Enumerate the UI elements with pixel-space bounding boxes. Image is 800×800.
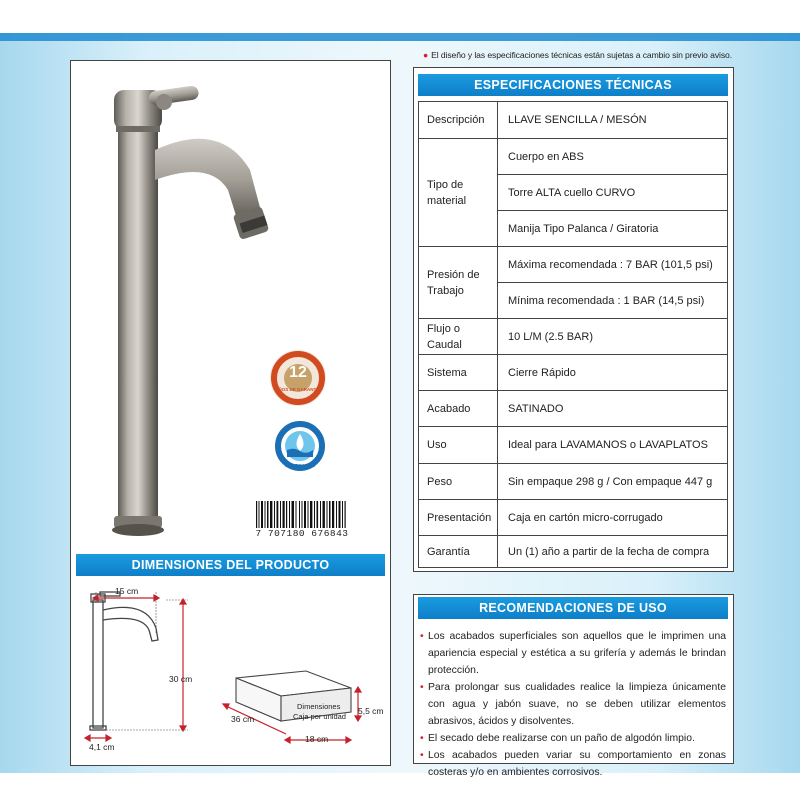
bullet-icon: • — [420, 733, 424, 744]
faucet-width-label: 15 cm — [115, 586, 139, 596]
spec-label: Flujo o Caudal — [419, 319, 498, 355]
spec-value: Caja en cartón micro-corrugado — [498, 500, 728, 536]
list-item: • El secado debe realizarse con un paño de algodón limpio. — [420, 730, 726, 747]
spec-label: Tipo de material — [419, 139, 498, 247]
box-depth-label: 36 cm — [231, 714, 255, 724]
background-band-stripe — [0, 33, 800, 41]
faucet-height-label: 30 cm — [169, 674, 193, 684]
water-saver-ring-text: AHORRADOR — [285, 463, 315, 468]
table-row — [419, 500, 728, 536]
table-row — [419, 139, 728, 175]
table-row — [419, 355, 728, 391]
spec-value: Un (1) año a partir de la fecha de compra — [498, 536, 728, 568]
spec-label: Presión de Trabajo — [419, 247, 498, 319]
box-width-label: 18 cm — [305, 734, 329, 744]
bullet-icon: • — [420, 682, 424, 693]
spec-value: Máxima recomendada : 7 BAR (101,5 psi) — [498, 247, 728, 283]
spec-label: Uso — [419, 427, 498, 464]
spec-label: Presentación — [419, 500, 498, 536]
specs-title: ESPECIFICACIONES TÉCNICAS — [418, 74, 728, 96]
table-row — [419, 247, 728, 283]
spec-label: Peso — [419, 464, 498, 500]
bullet-icon: • — [420, 750, 424, 761]
base-diameter-label: 4,1 cm — [89, 742, 115, 752]
warranty-ring-text: AÑOS DE GARANTÍA — [275, 387, 321, 392]
barcode-number: 7 707180 676843 — [252, 528, 352, 539]
spec-value: Ideal para LAVAMANOS o LAVAPLATOS — [498, 427, 728, 464]
table-row — [419, 391, 728, 427]
spec-label: Acabado — [419, 391, 498, 427]
table-row — [419, 319, 728, 355]
bullet-icon: • — [420, 631, 424, 642]
dimension-drawing — [76, 578, 385, 763]
spec-value: Manija Tipo Palanca / Giratoria — [498, 211, 728, 247]
spec-label: Sistema — [419, 355, 498, 391]
spec-label: Descripción — [419, 102, 498, 139]
spec-value: Cierre Rápido — [498, 355, 728, 391]
box-height-label: 5,5 cm — [358, 706, 384, 716]
bullet-icon: ● — [423, 50, 429, 60]
table-row — [419, 464, 728, 500]
spec-value: SATINADO — [498, 391, 728, 427]
spec-value: LLAVE SENCILLA / MESÓN — [498, 102, 728, 139]
recommendations-list — [420, 628, 726, 781]
list-item: • Los acabados pueden variar su comportamiento en zonas costeras y/o en ambientes corrosivos. — [420, 747, 726, 781]
table-row — [419, 427, 728, 464]
spec-value: Torre ALTA cuello CURVO — [498, 175, 728, 211]
spec-value: Sin empaque 298 g / Con empaque 447 g — [498, 464, 728, 500]
dimensions-title: DIMENSIONES DEL PRODUCTO — [76, 554, 385, 576]
spec-value: 10 L/M (2.5 BAR) — [498, 319, 728, 355]
table-row — [419, 536, 728, 568]
warranty-number: 12 — [289, 364, 307, 381]
spec-value: Mínima recomendada : 1 BAR (14,5 psi) — [498, 283, 728, 319]
spec-label: Garantía — [419, 536, 498, 568]
list-item: • Los acabados superficiales son aquellos que le imprimen una apariencia especial y estética a su grifería y además le brindan protección. — [420, 628, 726, 679]
disclaimer: ● El diseño y las especificaciones técnicas están sujetas a cambio sin previo aviso. — [423, 50, 732, 60]
list-item: • Para prolongar sus cualidades realice la limpieza únicamente con agua y jabón suave, no se deben utilizar elementos abrasivos, ácidos y disolventes. — [420, 679, 726, 730]
recommendations-title: RECOMENDACIONES DE USO — [418, 597, 728, 619]
table-row — [419, 102, 728, 139]
faucet-image — [100, 80, 330, 545]
specs-table — [418, 101, 728, 568]
spec-value: Cuerpo en ABS — [498, 139, 728, 175]
box-label-line1: Dimensiones — [297, 702, 341, 711]
box-label-line2: Caja por unidad — [293, 712, 346, 721]
